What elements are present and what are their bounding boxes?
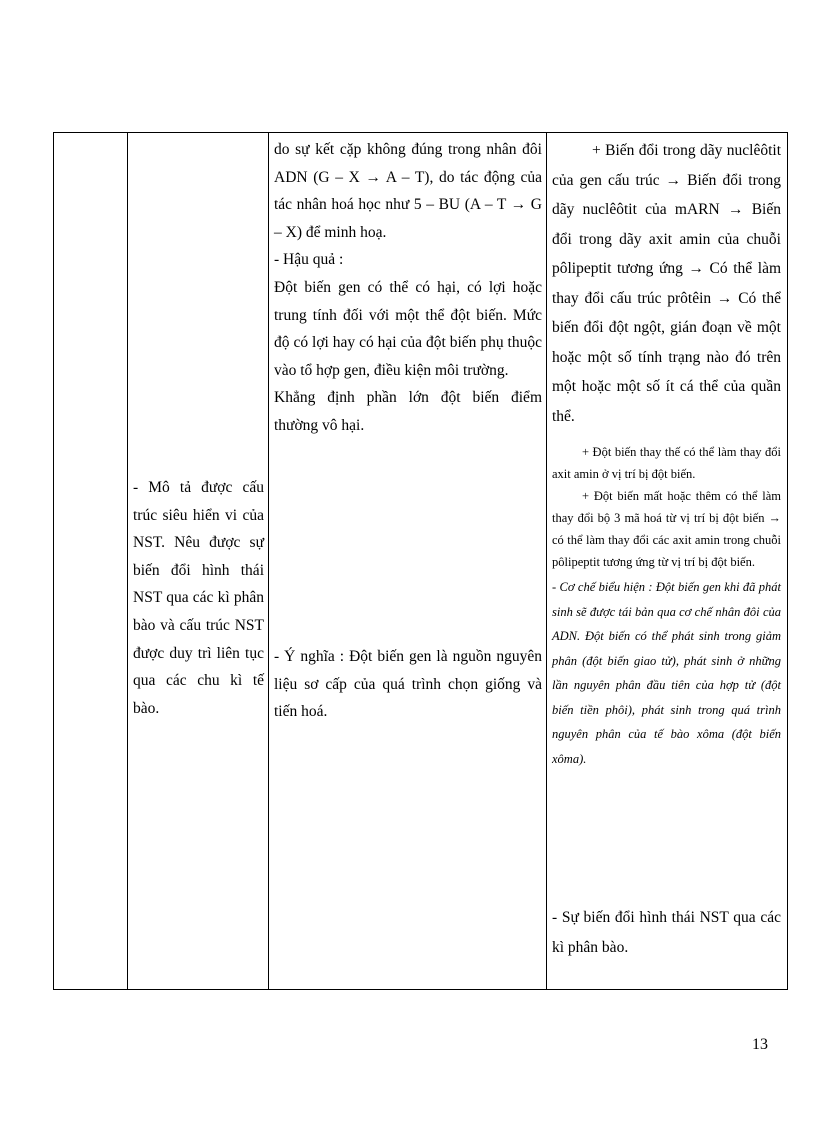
consequence-text: Đột biến gen có thể có hại, có lợi hoặc trung tính đối với một thể đột biến. Mức độ có lợi hay có hại của đột biến phụ thuộc vào tổ hợp gen, điều kiện môi trường. bbox=[274, 278, 542, 379]
assertion-text: Khẳng định phần lớn đột biến điểm thường vô hại. bbox=[274, 389, 542, 434]
table-cell-content bbox=[269, 133, 547, 990]
table-row bbox=[54, 133, 788, 990]
page-number: 13 bbox=[752, 1036, 768, 1053]
deletion-insertion-text: + Đột biến mất hoặc thêm có thể làm thay đổi bộ 3 mã hoá từ vị trí bị đột biến → có thể làm thay đổi các axit amin trong chuỗi pôlipeptit tương ứng từ vị trí bị đột biến. bbox=[552, 489, 781, 569]
table-cell-details bbox=[547, 133, 788, 990]
mechanism-text: - Cơ chế biểu hiện : Đột biến gen khi đã phát sinh sẽ được tái bản qua cơ chế nhân đôi của ADN. Đột biến có thể phát sinh trong giảm phân (đột biến giao tử), phát sinh ở những lần nguyên phân đầu tiên của hợp tử (đột biến tiền phôi), phát sinh trong quá trình nguyên phân của tế bào xôma (đột biến xôma). bbox=[552, 580, 781, 766]
consequence-heading: - Hậu quả : bbox=[274, 251, 344, 269]
table-cell-objective bbox=[128, 133, 269, 990]
morphology-text: - Sự biến đổi hình thái NST qua các kì phân bào. bbox=[552, 909, 781, 956]
substitution-text: + Đột biến thay thế có thể làm thay đổi axit amin ở vị trí bị đột biến. bbox=[552, 445, 781, 481]
change-chain-text: + Biến đổi trong dãy nuclêôtit của gen cấu trúc → Biến đổi trong dãy nuclêôtit của mARN → Biến đổi trong dãy axit amin của chuỗi pôlipeptit tương ứng → Có thể làm thay đổi cấu trúc prôtêin → Có thể biến đổi đột ngột, gián đoạn về một hoặc một số tính trạng nào đó trên một hoặc một số ít cá thể của quần thể. bbox=[552, 142, 781, 425]
content-table bbox=[53, 132, 788, 990]
cause-text: do sự kết cặp không đúng trong nhân đôi ADN (G – X → A – T), do tác động của tác nhân hoá học như 5 – BU (A – T → G – X) để minh hoạ. bbox=[274, 141, 542, 241]
meaning-text: - Ý nghĩa : Đột biến gen là nguồn nguyên liệu sơ cấp của quá trình chọn giống và tiến hoá. bbox=[274, 648, 542, 721]
table-cell-empty bbox=[54, 133, 128, 990]
objective-text: - Mô tả được cấu trúc siêu hiển vi của NST. Nêu được sự biến đổi hình thái NST qua các kì phân bào và cấu trúc NST được duy trì liên tục qua các chu kì tế bào. bbox=[133, 479, 264, 717]
